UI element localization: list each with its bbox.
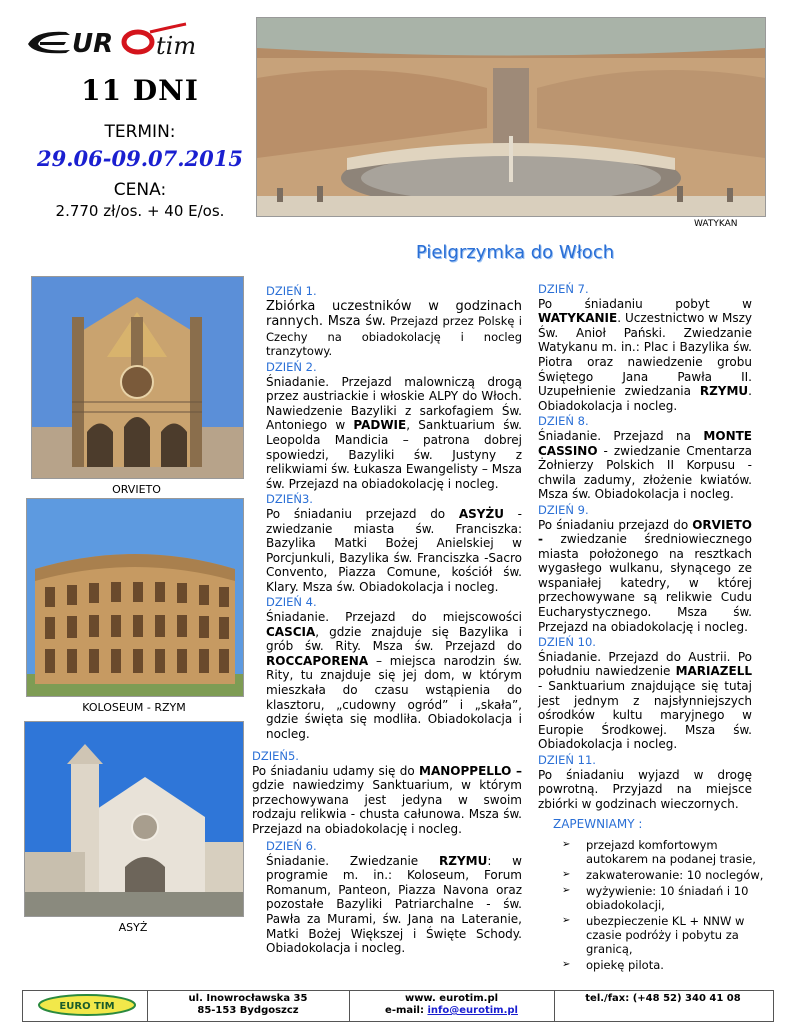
- vatican-photo: [256, 17, 766, 217]
- footer-www-link[interactable]: www. eurotim.pl: [404, 993, 499, 1004]
- arrow-bullet-icon: ➢: [562, 839, 571, 850]
- day-9-label: DZIEŃ 9.: [538, 502, 589, 517]
- orvieto-caption: ORVIETO: [112, 483, 161, 496]
- day-10-label: DZIEŃ 10.: [538, 635, 596, 650]
- assisi-caption: ASYŻ: [118, 921, 148, 934]
- arrow-bullet-icon: ➢: [562, 915, 571, 926]
- included-title: ZAPEWNIAMY :: [553, 817, 643, 831]
- termin-label: TERMIN:: [104, 122, 176, 142]
- day-4-text: Śniadanie. Przejazd do miejscowości CASCIA, gdzie znajduje się Bazylika i grób św. Rity. Msza św. Przejazd do ROCCAPORENA – miejsca narodzin św. Rity, tu znajduje się jej dom, w którym mieszkała do czasu wstąpienia do klasztoru, „cudowny ogród” i „skała”, gdzie święta się modliła. Obiadokolacja i nocleg.: [266, 610, 522, 741]
- included-item: ➢ wyżywienie: 10 śniadań i 10 obiadokolacji,: [562, 884, 749, 912]
- itinerary-column-right: [538, 281, 752, 811]
- day-7-text: Po śniadaniu pobyt w WATYKANIE. Uczestnictwo w Mszy Św. Anioł Pański. Zwiedzanie Watykanu m. in.: Plac i Bazylika św. Piotra oraz nawiedzenie grobu Świętego Jana Pawła II. Uzupełnienie zwiedzania RZYMU. Obiadokolacja i nocleg.: [538, 296, 752, 413]
- trip-duration: 11 DNI: [81, 74, 199, 107]
- day-2-label: DZIEŃ 2.: [266, 359, 317, 374]
- price-label: CENA:: [113, 180, 167, 200]
- footer-phone: tel./fax: (+48 52) 340 41 08: [585, 993, 741, 1004]
- price-value: 2.770 zł/os. + 40 E/os.: [55, 202, 225, 220]
- eurotim-logo: [26, 22, 241, 58]
- assisi-photo: [24, 721, 244, 917]
- footer-logo: [37, 993, 137, 1017]
- itinerary-column-left-day6: [266, 838, 522, 956]
- page-title: Pielgrzymka do Włoch: [415, 242, 615, 263]
- day-2-text: Śniadanie. Przejazd malowniczą drogą przez austriackie i włoskie ALPY do Włoch. Nawiedzenie Bazyliki z sarkofagiem Św. Antoniego w PADWIE, Sanktuarium św. Leopolda Mandicia – patrona dobrej spowiedzi, Bazyliki św. Justyny z relikwiami św. Łukasza Ewangelisty – Msza św. Przejazd na obiadokolację i nocleg.: [266, 374, 522, 491]
- svg-text:tim: tim: [156, 32, 197, 58]
- orvieto-photo: [31, 276, 244, 479]
- footer-web: www. eurotim.pl e-mail: info@eurotim.pl: [350, 993, 553, 1017]
- day-10-text: Śniadanie. Przejazd do Austrii. Po południu nawiedzenie MARIAZELL - Sanktuarium znajdujące się tutaj jest jednym z najsłynniejszych ośrodków kultu maryjnego w Europie Środkowej. Msza św. Obiadokolacja i nocleg.: [538, 649, 752, 752]
- day-3-label: DZIEŃ3.: [266, 492, 313, 507]
- coliseum-caption: KOLOSEUM - RZYM: [82, 701, 186, 714]
- day-6-text: Śniadanie. Zwiedzanie RZYMU: w programie m. in.: Koloseum, Forum Romanum, Panteon, Piazza Navona oraz pozostałe Bazyliki Patriarchalne - św. Pawła za Murami, św. Jana na Lateranie, Matki Bożej Większej i Święte Schody. Obiadokolacja i nocleg.: [266, 853, 522, 956]
- included-item: ➢ opiekę pilota.: [562, 958, 664, 972]
- day-11-text: Po śniadaniu wyjazd w drogę powrotną. Przyjazd na miejsce zbiórki w godzinach wieczornych.: [538, 767, 752, 811]
- itinerary-column-left-lower: [252, 748, 522, 837]
- included-item: ➢ ubezpieczenie KL + NNW w czasie podróży i pobytu za granicą,: [562, 914, 745, 956]
- day-7-label: DZIEŃ 7.: [538, 282, 589, 296]
- included-item: ➢ zakwaterowanie: 10 noclegów,: [562, 868, 764, 882]
- day-1-label: DZIEŃ 1.: [266, 284, 317, 298]
- footer-address: ul. Inowrocławska 35 85-153 Bydgoszcz: [188, 993, 308, 1016]
- day-5-text: Po śniadaniu udamy się do MANOPPELLO – gdzie nawiedzimy Sanktuarium, w którym przechowywana jest jedyna w swoim rodzaju relikwia - chusta całunowa. Msza św. Przejazd na obiadokolację i nocleg.: [252, 763, 522, 836]
- day-1-text: Zbiórka uczestników w godzinach rannych. Msza św. Przejazd przez Polskę i Czechy na obiadokolację i nocleg tranzytowy.: [266, 298, 522, 359]
- included-list: [560, 838, 770, 974]
- arrow-bullet-icon: ➢: [562, 885, 571, 896]
- termin-date: 29.06-09.07.2015: [37, 146, 243, 171]
- itinerary-column-left: [266, 283, 522, 741]
- vatican-caption: WATYKAN: [694, 219, 738, 229]
- footer-bar: [22, 990, 774, 1022]
- day-11-label: DZIEŃ 11.: [538, 753, 596, 767]
- coliseum-photo: [26, 498, 244, 697]
- day-4-label: DZIEŃ 4.: [266, 595, 317, 610]
- arrow-bullet-icon: ➢: [562, 869, 571, 880]
- day-9-text: Po śniadaniu przejazd do ORVIETO - zwiedzanie średniowiecznego miasta położonego na resztkach wygasłego wulkanu, słynącego ze wspaniałej katedry, w której przechowywane są relikwie Cudu Eucharystycznego. Msza św. Przejazd na obiadokolację i nocleg.: [538, 517, 752, 634]
- arrow-bullet-icon: ➢: [562, 959, 571, 970]
- day-6-label: DZIEŃ 6.: [266, 839, 317, 853]
- footer-email-link[interactable]: info@eurotim.pl: [427, 1005, 518, 1016]
- eurotim-logo-graphic: [26, 22, 241, 58]
- day-5-label: DZIEŃ5.: [252, 749, 299, 763]
- svg-text:UR: UR: [72, 29, 114, 58]
- footer-logo-text: EURO TIM: [59, 1001, 115, 1012]
- day-8-label: DZIEŃ 8.: [538, 414, 589, 429]
- day-3-text: Po śniadaniu przejazd do ASYŻU - zwiedzanie miasta św. Franciszka: Bazylika Matki Bożej Anielskiej w Porcjunkuli, Bazylika św. Franciszka -Sacro Convento, Piazza Comune, kościół św. Klary. Msza św. Obiadokolacja i nocleg.: [266, 506, 522, 594]
- day-8-text: Śniadanie. Przejazd na MONTE CASSINO - zwiedzanie Cmentarza Żołnierzy Polskich II Korpusu - chwila zadumy, złożenie kwiatów. Msza św. Obiadokolacja i nocleg.: [538, 428, 752, 502]
- included-item: ➢ przejazd komfortowym autokarem na podanej trasie,: [562, 838, 756, 866]
